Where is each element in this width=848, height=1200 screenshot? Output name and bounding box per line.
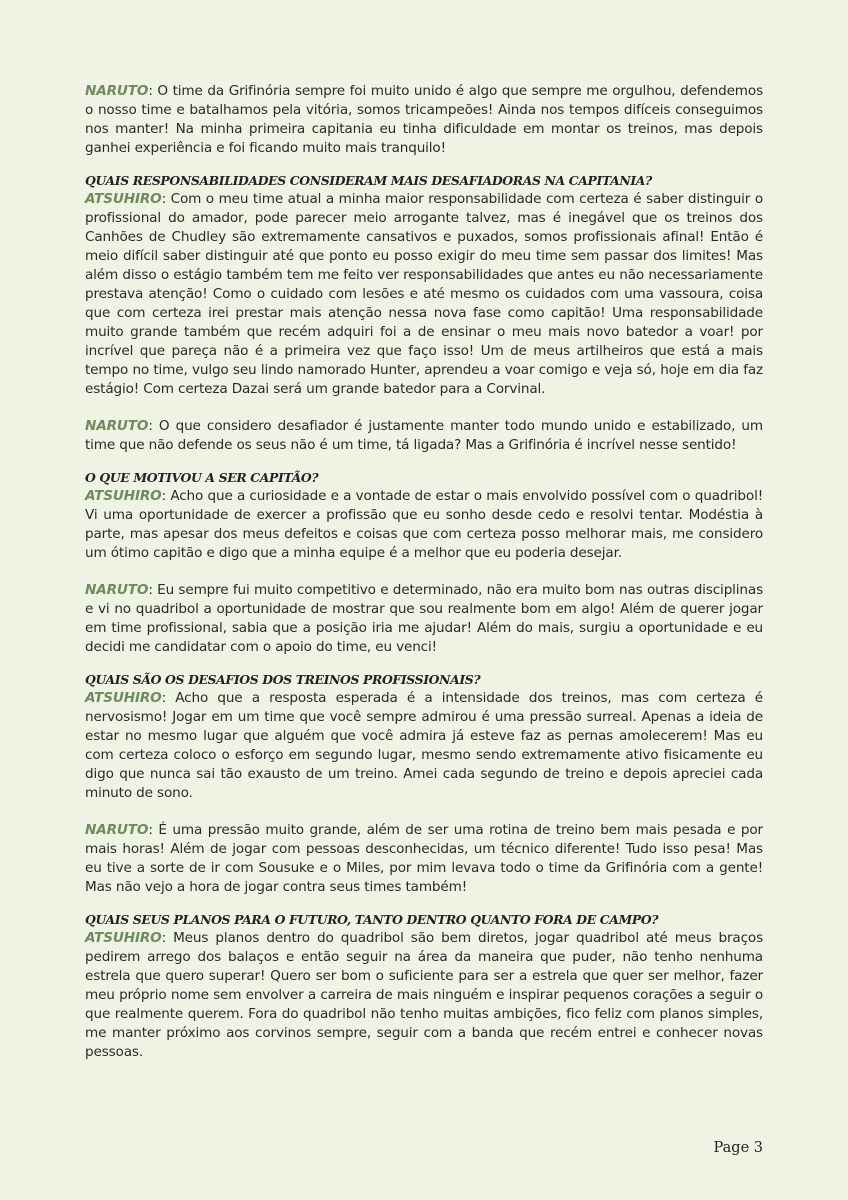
answer-text: : Eu sempre fui muito competitivo e determinado, não era muito bom nas outras disciplinas e vi no quadribol a oportunidade de mostrar que sou realmente bom em algo! Além de querer jogar em time profissional, sabia que a posição iria me ajudar! Além do mais, surgiu a oportunidade e eu decidi me candidatar com o apoio do time, eu venci! (85, 582, 763, 655)
answer-paragraph (85, 487, 763, 563)
speaker-name: NARUTO (85, 83, 149, 99)
answer-text: : É uma pressão muito grande, além de ser uma rotina de treino bem mais pesada e por mais horas! Além de jogar com pessoas desconhecidas, um técnico diferente! Tudo isso pesa! Mas eu tive a sorte de ir com Sousuke e o Miles, por mim levava todo o time da Grifinória com a gente! Mas não vejo a hora de jogar contra seus times também! (85, 822, 763, 895)
speaker-name: NARUTO (85, 822, 149, 838)
answer-text: : O time da Grifinória sempre foi muito unido é algo que sempre me orgulhou, defendemos o nosso time e batalhamos pela vitória, somos tricampeões! Ainda nos tempos difíceis conseguimos nos manter! Na minha primeira capitania eu tinha dificuldade em montar os treinos, mas depois ganhei experiência e foi ficando muito mais tranquilo! (85, 83, 763, 156)
answer-paragraph (85, 581, 763, 657)
answer-text: : O que considero desafiador é justamente manter todo mundo unido e estabilizado, um time que não defende os seus não é um time, tá ligada? Mas a Grifinória é incrível nesse sentido! (85, 418, 763, 453)
speaker-name: ATSUHIRO (85, 690, 162, 706)
page-number: Page 3 (713, 1140, 763, 1156)
speaker-name: ATSUHIRO (85, 191, 162, 207)
answer-text: : Meus planos dentro do quadribol são bem diretos, jogar quadribol até meus braços pedirem arrego dos balaços e então seguir na área da maneira que puder, não tenho nenhuma estrela que quero superar! Quero ser bom o suficiente para ser a estrela que quer ser melhor, fazer meu próprio nome sem envolver a carreira de mais ninguém e inspirar pequenos corações a seguir o que realmente querem. Fora do quadribol não tenho muitas ambições, fico feliz com planos simples, me manter próximo aos corvinos sempre, seguir com a banda que recém entrei e conhecer novas pessoas. (85, 930, 763, 1060)
question-heading: QUAIS RESPONSABILIDADES CONSIDERAM MAIS DESAFIADORAS NA CAPITANIA? (85, 173, 652, 188)
speaker-name: ATSUHIRO (85, 930, 162, 946)
answer-paragraph (85, 82, 763, 158)
question-heading: O QUE MOTIVOU A SER CAPITÃO? (85, 470, 319, 485)
speaker-name: NARUTO (85, 582, 149, 598)
answer-text: : Acho que a curiosidade e a vontade de estar o mais envolvido possível com o quadribol! Vi uma oportunidade de exercer a profissão que eu sonho desde cedo e resolvi tentar. Modéstia à parte, mas apesar dos meus defeitos e coisas que com certeza posso melhorar mais, me considero um ótimo capitão e digo que a minha equipe é a melhor que eu poderia desejar. (85, 488, 763, 561)
answer-paragraph (85, 929, 763, 1062)
speaker-name: NARUTO (85, 418, 149, 434)
answer-paragraph (85, 689, 763, 803)
question-heading: QUAIS SEUS PLANOS PARA O FUTURO, TANTO DENTRO QUANTO FORA DE CAMPO? (85, 912, 659, 927)
question-heading: QUAIS SÃO OS DESAFIOS DOS TREINOS PROFISSIONAIS? (85, 672, 481, 687)
answer-paragraph (85, 821, 763, 897)
answer-paragraph (85, 190, 763, 399)
answer-paragraph (85, 417, 763, 455)
document-page (85, 82, 763, 1062)
answer-text: : Com o meu time atual a minha maior responsabilidade com certeza é saber distinguir o profissional do amador, pode parecer meio arrogante talvez, mas é inegável que os treinos dos Canhões de Chudley são extremamente cansativos e puxados, somos profissionais afinal! Então é meio difícil saber distinguir até que ponto eu posso exigir do meu time sem passar dos limites! Mas além disso o estágio também tem me feito ver responsabilidades que antes eu não necessariamente prestava atenção! Como o cuidado com lesões e até mesmo os cuidados com uma vassoura, coisa que com certeza irei prestar mais atenção nessa nova fase como capitão! Uma responsabilidade muito grande também que recém adquiri foi a de ensinar o meu mais novo batedor a voar! por incrível que pareça não é a primeira vez que faço isso! Um de meus artilheiros que está a mais tempo no time, vulgo seu lindo namorado Hunter, aprendeu a voar comigo e veja só, hoje em dia faz estágio! Com certeza Dazai será um grande batedor para a Corvinal. (85, 191, 763, 397)
speaker-name: ATSUHIRO (85, 488, 162, 504)
answer-text: : Acho que a resposta esperada é a intensidade dos treinos, mas com certeza é nervosismo! Jogar em um time que você sempre admirou é uma pressão surreal. Apenas a ideia de estar no mesmo lugar que alguém que você admira já esteve faz as pernas amolecerem! Mas eu com certeza coloco o esforço em segundo lugar, mesmo sendo extremamente ativo fisicamente eu digo que nunca sai tão exausto de um treino. Amei cada segundo de treino e depois apreciei cada minuto de sono. (85, 690, 763, 801)
